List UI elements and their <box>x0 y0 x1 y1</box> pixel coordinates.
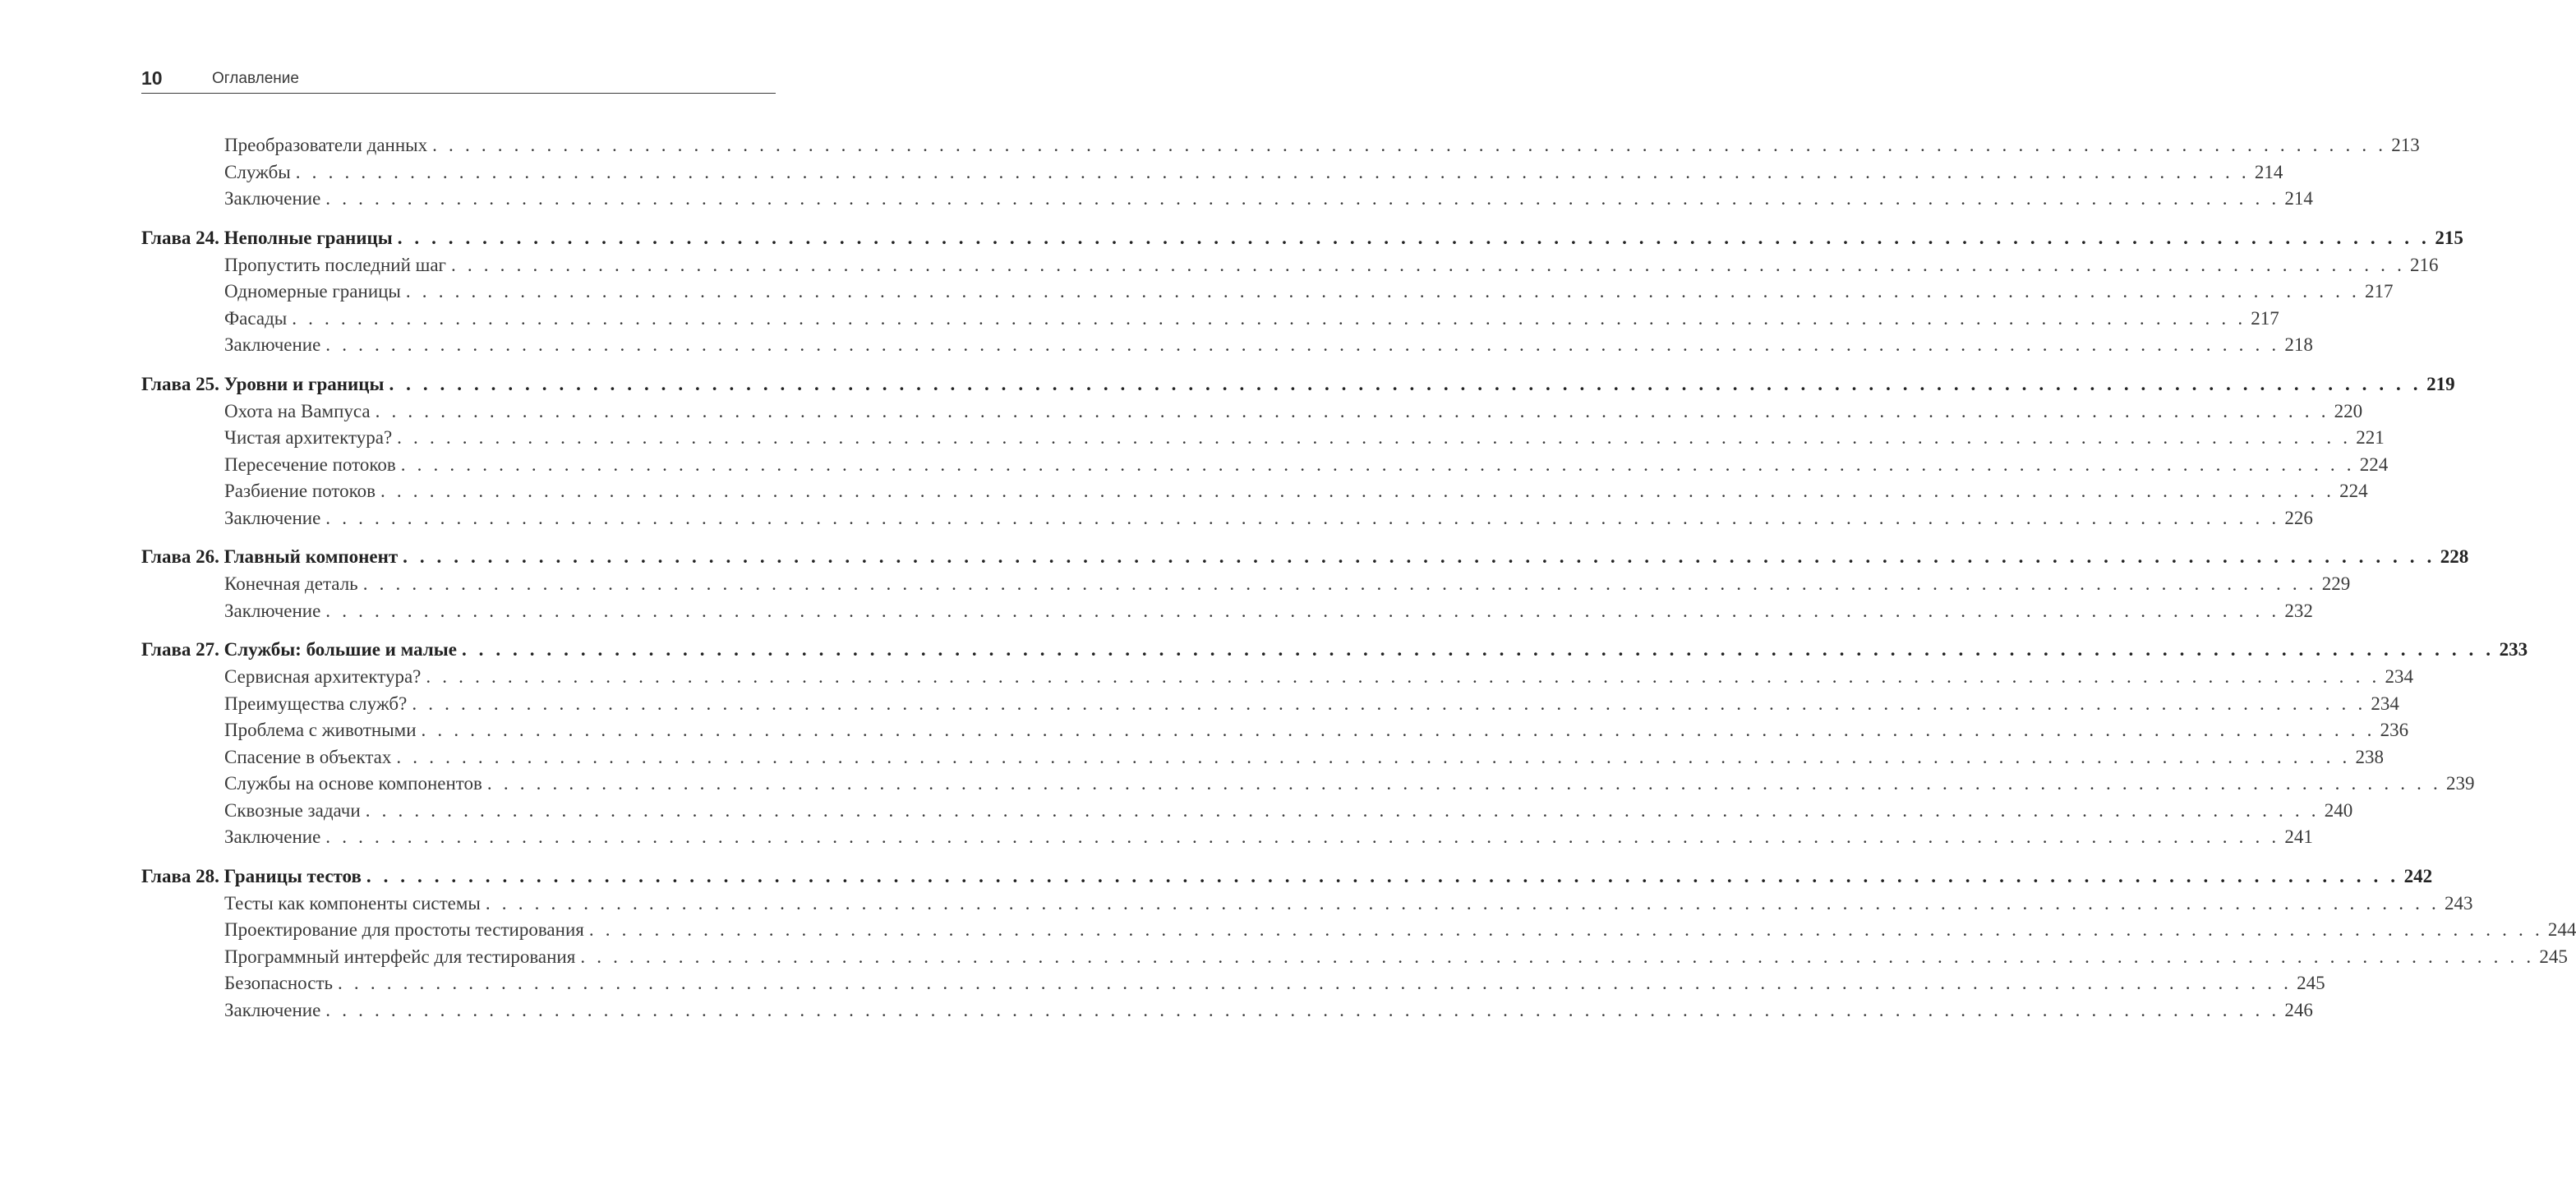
toc-section-entry <box>141 744 2384 771</box>
toc-section-entry <box>141 306 2279 333</box>
toc-entry-title: Глава 27. Службы: большие и малые <box>141 639 457 660</box>
toc-entry-title: Службы на основе компонентов <box>224 773 482 794</box>
toc-section-entry <box>141 944 2568 971</box>
toc-entry-title: Заключение <box>224 826 321 847</box>
toc-entry-title: Проблема с животными <box>224 720 417 740</box>
dot-leader: . . . . . . . . . . . . . . . . . . . . . . . . . . . . . . . . . . . . . . . . . . . . . . . . . . . . . . . . . . . . . . . . . . . . . . . . . . . . . . . . . . . . . . . . . . . . . . . . . . . . . . . . . . . . . . . . . . . . . . . . <box>325 826 2280 847</box>
toc-entry-page-number: 234 <box>2385 666 2413 687</box>
toc-entry-page-number: 214 <box>2284 188 2313 209</box>
toc-entry-page-number: 234 <box>2371 693 2399 714</box>
toc-entry-page-number: 220 <box>2334 400 2363 421</box>
toc-entry-title: Чистая архитектура? <box>224 427 393 448</box>
toc-entry-page-number: 228 <box>2440 546 2469 567</box>
toc-section-entry <box>141 891 2473 918</box>
toc-section-entry <box>141 452 2389 479</box>
toc-section-entry <box>141 717 2409 744</box>
toc-section-entry <box>141 917 2576 944</box>
toc-entry-title: Фасады <box>224 307 288 329</box>
dot-leader: . . . . . . . . . . . . . . . . . . . . . . . . . . . . . . . . . . . . . . . . . . . . . . . . . . . . . . . . . . . . . . . . . . . . . . . . . . . . . . . . . . . . . . . . . . . . . . . . . . . . . . . . . . . . . . . . . . . . . . . . <box>397 227 2431 248</box>
toc-section-entry <box>141 425 2385 452</box>
dot-leader: . . . . . . . . . . . . . . . . . . . . . . . . . . . . . . . . . . . . . . . . . . . . . . . . . . . . . . . . . . . . . . . . . . . . . . . . . . . . . . . . . . . . . . . . . . . . . . . . . . . . . . . . . . . . . . . . . . . . . . . . <box>486 773 2441 794</box>
dot-leader: . . . . . . . . . . . . . . . . . . . . . . . . . . . . . . . . . . . . . . . . . . . . . . . . . . . . . . . . . . . . . . . . . . . . . . . . . . . . . . . . . . . . . . . . . . . . . . . . . . . . . . . . . . . . . . . . . . . . . . . . <box>432 135 2387 155</box>
toc-entry-page-number: 242 <box>2403 865 2433 886</box>
dot-leader: . . . . . . . . . . . . . . . . . . . . . . . . . . . . . . . . . . . . . . . . . . . . . . . . . . . . . . . . . . . . . . . . . . . . . . . . . . . . . . . . . . . . . . . . . . . . . . . . . . . . . . . . . . . . . . . . . . . . . . . . <box>338 973 2293 993</box>
toc-entry-page-number: 217 <box>2364 281 2394 302</box>
dot-leader: . . . . . . . . . . . . . . . . . . . . . . . . . . . . . . . . . . . . . . . . . . . . . . . . . . . . . . . . . . . . . . . . . . . . . . . . . . . . . . . . . . . . . . . . . . . . . . . . . . . . . . . . . . . . . . . . . . . . . . . . <box>400 453 2355 475</box>
toc-entry-title: Заключение <box>224 188 321 209</box>
toc-section-entry <box>141 252 2439 279</box>
toc-section-entry <box>141 398 2363 426</box>
dot-leader: . . . . . . . . . . . . . . . . . . . . . . . . . . . . . . . . . . . . . . . . . . . . . . . . . . . . . . . . . . . . . . . . . . . . . . . . . . . . . . . . . . . . . . . . . . . . . . . . . . . . . . . . . . . . . . . . . . . . . . . . <box>325 999 2280 1020</box>
dot-leader: . . . . . . . . . . . . . . . . . . . . . . . . . . . . . . . . . . . . . . . . . . . . . . . . . . . . . . . . . . . . . . . . . . . . . . . . . . . . . . . . . . . . . . . . . . . . . . . . . . . . . . . . . . . . . . . . . . . . . . . . <box>405 281 2360 302</box>
dot-leader: . . . . . . . . . . . . . . . . . . . . . . . . . . . . . . . . . . . . . . . . . . . . . . . . . . . . . . . . . . . . . . . . . . . . . . . . . . . . . . . . . . . . . . . . . . . . . . . . . . . . . . . . . . . . . . . . . . . . . . . . <box>461 639 2495 660</box>
dot-leader: . . . . . . . . . . . . . . . . . . . . . . . . . . . . . . . . . . . . . . . . . . . . . . . . . . . . . . . . . . . . . . . . . . . . . . . . . . . . . . . . . . . . . . . . . . . . . . . . . . . . . . . . . . . . . . . . . . . . . . . . <box>396 746 2351 767</box>
toc-section-entry <box>141 997 2313 1024</box>
toc-entry-page-number: 232 <box>2284 600 2313 621</box>
toc-section-entry <box>141 159 2283 186</box>
toc-entry-page-number: 245 <box>2297 973 2325 993</box>
running-title: Оглавление <box>212 70 299 87</box>
toc-entry-title: Глава 26. Главный компонент <box>141 546 399 567</box>
dot-leader: . . . . . . . . . . . . . . . . . . . . . . . . . . . . . . . . . . . . . . . . . . . . . . . . . . . . . . . . . . . . . . . . . . . . . . . . . . . . . . . . . . . . . . . . . . . . . . . . . . . . . . . . . . . . . . . . . . . . . . . . <box>325 600 2280 621</box>
dot-leader: . . . . . . . . . . . . . . . . . . . . . . . . . . . . . . . . . . . . . . . . . . . . . . . . . . . . . . . . . . . . . . . . . . . . . . . . . . . . . . . . . . . . . . . . . . . . . . . . . . . . . . . . . . . . . . . . . . . . . . . . <box>292 307 2247 329</box>
toc-entry-page-number: 219 <box>2426 373 2455 394</box>
toc-entry-page-number: 241 <box>2284 826 2313 847</box>
toc-entry-title: Заключение <box>224 507 321 528</box>
toc-entry-page-number: 239 <box>2445 773 2475 794</box>
toc-section-entry <box>141 970 2325 997</box>
toc-chapter-entry <box>141 224 2463 252</box>
toc-entry-title: Разбиение потоков <box>224 481 376 501</box>
toc-entry-title: Безопасность <box>224 973 334 993</box>
toc-entry-page-number: 244 <box>2547 919 2576 940</box>
toc-entry-page-number: 233 <box>2499 639 2528 660</box>
dot-leader: . . . . . . . . . . . . . . . . . . . . . . . . . . . . . . . . . . . . . . . . . . . . . . . . . . . . . . . . . . . . . . . . . . . . . . . . . . . . . . . . . . . . . . . . . . . . . . . . . . . . . . . . . . . . . . . . . . . . . . . . <box>366 865 2399 886</box>
dot-leader: . . . . . . . . . . . . . . . . . . . . . . . . . . . . . . . . . . . . . . . . . . . . . . . . . . . . . . . . . . . . . . . . . . . . . . . . . . . . . . . . . . . . . . . . . . . . . . . . . . . . . . . . . . . . . . . . . . . . . . . . <box>325 334 2280 355</box>
toc-entry-title: Заключение <box>224 600 321 621</box>
toc-entry-title: Сквозные задачи <box>224 799 361 821</box>
toc-entry-page-number: 226 <box>2284 507 2313 528</box>
dot-leader: . . . . . . . . . . . . . . . . . . . . . . . . . . . . . . . . . . . . . . . . . . . . . . . . . . . . . . . . . . . . . . . . . . . . . . . . . . . . . . . . . . . . . . . . . . . . . . . . . . . . . . . . . . . . . . . . . . . . . . . . <box>450 254 2406 275</box>
toc-section-entry <box>141 332 2313 359</box>
dot-leader: . . . . . . . . . . . . . . . . . . . . . . . . . . . . . . . . . . . . . . . . . . . . . . . . . . . . . . . . . . . . . . . . . . . . . . . . . . . . . . . . . . . . . . . . . . . . . . . . . . . . . . . . . . . . . . . . . . . . . . . . <box>380 481 2335 501</box>
toc-section-entry <box>141 132 2420 159</box>
toc-section-entry <box>141 824 2313 851</box>
toc-entry-title: Преобразователи данных <box>224 135 428 155</box>
toc-entry-page-number: 214 <box>2254 161 2283 182</box>
toc-section-entry <box>141 186 2313 213</box>
toc-entry-page-number: 216 <box>2410 254 2439 275</box>
page-number: 10 <box>141 67 163 89</box>
dot-leader: . . . . . . . . . . . . . . . . . . . . . . . . . . . . . . . . . . . . . . . . . . . . . . . . . . . . . . . . . . . . . . . . . . . . . . . . . . . . . . . . . . . . . . . . . . . . . . . . . . . . . . . . . . . . . . . . . . . . . . . . <box>325 188 2280 209</box>
dot-leader: . . . . . . . . . . . . . . . . . . . . . . . . . . . . . . . . . . . . . . . . . . . . . . . . . . . . . . . . . . . . . . . . . . . . . . . . . . . . . . . . . . . . . . . . . . . . . . . . . . . . . . . . . . . . . . . . . . . . . . . . <box>397 427 2352 448</box>
toc-entry-page-number: 217 <box>2251 307 2279 329</box>
toc-entry-title: Заключение <box>224 999 321 1020</box>
toc-entry-title: Глава 28. Границы тестов <box>141 865 362 886</box>
dot-leader: . . . . . . . . . . . . . . . . . . . . . . . . . . . . . . . . . . . . . . . . . . . . . . . . . . . . . . . . . . . . . . . . . . . . . . . . . . . . . . . . . . . . . . . . . . . . . . . . . . . . . . . . . . . . . . . . . . . . . . . . <box>365 799 2320 821</box>
toc-entry-title: Охота на Вампуса <box>224 400 371 421</box>
toc-section-entry <box>141 798 2353 825</box>
toc-entry-title: Сервисная архитектура? <box>224 666 422 687</box>
dot-leader: . . . . . . . . . . . . . . . . . . . . . . . . . . . . . . . . . . . . . . . . . . . . . . . . . . . . . . . . . . . . . . . . . . . . . . . . . . . . . . . . . . . . . . . . . . . . . . . . . . . . . . . . . . . . . . . . . . . . . . . . <box>325 507 2280 528</box>
dot-leader: . . . . . . . . . . . . . . . . . . . . . . . . . . . . . . . . . . . . . . . . . . . . . . . . . . . . . . . . . . . . . . . . . . . . . . . . . . . . . . . . . . . . . . . . . . . . . . . . . . . . . . . . . . . . . . . . . . . . . . . . <box>389 373 2422 394</box>
toc-entry-title: Пропустить последний шаг <box>224 254 446 275</box>
dot-leader: . . . . . . . . . . . . . . . . . . . . . . . . . . . . . . . . . . . . . . . . . . . . . . . . . . . . . . . . . . . . . . . . . . . . . . . . . . . . . . . . . . . . . . . . . . . . . . . . . . . . . . . . . . . . . . . . . . . . . . . . <box>485 892 2440 914</box>
toc-entry-page-number: 221 <box>2356 427 2385 448</box>
toc-entry-title: Спасение в объектах <box>224 746 392 767</box>
toc-chapter-entry <box>141 371 2455 398</box>
toc-section-entry <box>141 771 2475 798</box>
toc-chapter-entry <box>141 863 2433 891</box>
dot-leader: . . . . . . . . . . . . . . . . . . . . . . . . . . . . . . . . . . . . . . . . . . . . . . . . . . . . . . . . . . . . . . . . . . . . . . . . . . . . . . . . . . . . . . . . . . . . . . . . . . . . . . . . . . . . . . . . . . . . . . . . <box>426 666 2380 687</box>
dot-leader: . . . . . . . . . . . . . . . . . . . . . . . . . . . . . . . . . . . . . . . . . . . . . . . . . . . . . . . . . . . . . . . . . . . . . . . . . . . . . . . . . . . . . . . . . . . . . . . . . . . . . . . . . . . . . . . . . . . . . . . . <box>295 161 2250 182</box>
dot-leader: . . . . . . . . . . . . . . . . . . . . . . . . . . . . . . . . . . . . . . . . . . . . . . . . . . . . . . . . . . . . . . . . . . . . . . . . . . . . . . . . . . . . . . . . . . . . . . . . . . . . . . . . . . . . . . . . . . . . . . . . <box>421 720 2376 740</box>
toc-entry-title: Глава 25. Уровни и границы <box>141 373 385 394</box>
toc-entry-page-number: 213 <box>2391 135 2420 155</box>
toc-section-entry <box>141 505 2313 532</box>
toc-section-entry <box>141 664 2413 691</box>
toc-entry-page-number: 224 <box>2339 481 2368 501</box>
dot-leader: . . . . . . . . . . . . . . . . . . . . . . . . . . . . . . . . . . . . . . . . . . . . . . . . . . . . . . . . . . . . . . . . . . . . . . . . . . . . . . . . . . . . . . . . . . . . . . . . . . . . . . . . . . . . . . . . . . . . . . . . <box>588 919 2543 940</box>
dot-leader: . . . . . . . . . . . . . . . . . . . . . . . . . . . . . . . . . . . . . . . . . . . . . . . . . . . . . . . . . . . . . . . . . . . . . . . . . . . . . . . . . . . . . . . . . . . . . . . . . . . . . . . . . . . . . . . . . . . . . . . . <box>412 693 2366 714</box>
toc-section-entry <box>141 598 2313 625</box>
toc-entry-page-number: 215 <box>2435 227 2463 248</box>
toc-entry-page-number: 238 <box>2355 746 2384 767</box>
toc-entry-title: Программный интерфейс для тестирования <box>224 946 576 967</box>
toc-entry-page-number: 229 <box>2321 573 2351 594</box>
toc-entry-page-number: 243 <box>2444 892 2473 914</box>
toc-entry-title: Конечная деталь <box>224 573 358 594</box>
toc-entry-page-number: 218 <box>2284 334 2313 355</box>
dot-leader: . . . . . . . . . . . . . . . . . . . . . . . . . . . . . . . . . . . . . . . . . . . . . . . . . . . . . . . . . . . . . . . . . . . . . . . . . . . . . . . . . . . . . . . . . . . . . . . . . . . . . . . . . . . . . . . . . . . . . . . . <box>580 946 2535 967</box>
dot-leader: . . . . . . . . . . . . . . . . . . . . . . . . . . . . . . . . . . . . . . . . . . . . . . . . . . . . . . . . . . . . . . . . . . . . . . . . . . . . . . . . . . . . . . . . . . . . . . . . . . . . . . . . . . . . . . . . . . . . . . . . <box>362 573 2317 594</box>
toc-entry-title: Пересечение потоков <box>224 453 396 475</box>
toc-section-entry <box>141 571 2351 598</box>
dot-leader: . . . . . . . . . . . . . . . . . . . . . . . . . . . . . . . . . . . . . . . . . . . . . . . . . . . . . . . . . . . . . . . . . . . . . . . . . . . . . . . . . . . . . . . . . . . . . . . . . . . . . . . . . . . . . . . . . . . . . . . . <box>375 400 2329 421</box>
toc-entry-page-number: 246 <box>2284 999 2313 1020</box>
toc-entry-page-number: 245 <box>2539 946 2568 967</box>
toc-section-entry <box>141 278 2394 306</box>
running-head <box>141 66 776 94</box>
toc-entry-title: Глава 24. Неполные границы <box>141 227 393 248</box>
toc-entry-title: Заключение <box>224 334 321 355</box>
toc-entry-page-number: 224 <box>2359 453 2389 475</box>
toc-section-entry <box>141 478 2368 505</box>
toc-entry-title: Одномерные границы <box>224 281 401 302</box>
toc-entry-title: Службы <box>224 161 291 182</box>
toc-section-entry <box>141 691 2399 718</box>
toc-entry-title: Проектирование для простоты тестирования <box>224 919 584 940</box>
toc-entry-title: Преимущества служб? <box>224 693 408 714</box>
dot-leader: . . . . . . . . . . . . . . . . . . . . . . . . . . . . . . . . . . . . . . . . . . . . . . . . . . . . . . . . . . . . . . . . . . . . . . . . . . . . . . . . . . . . . . . . . . . . . . . . . . . . . . . . . . . . . . . . . . . . . . . . <box>403 546 2435 567</box>
toc-chapter-entry <box>141 543 2469 571</box>
toc-entry-page-number: 240 <box>2324 799 2353 821</box>
table-of-contents <box>141 132 2576 1024</box>
toc-entry-title: Тесты как компоненты системы <box>224 892 481 914</box>
toc-chapter-entry <box>141 636 2528 664</box>
toc-entry-page-number: 236 <box>2380 720 2409 740</box>
